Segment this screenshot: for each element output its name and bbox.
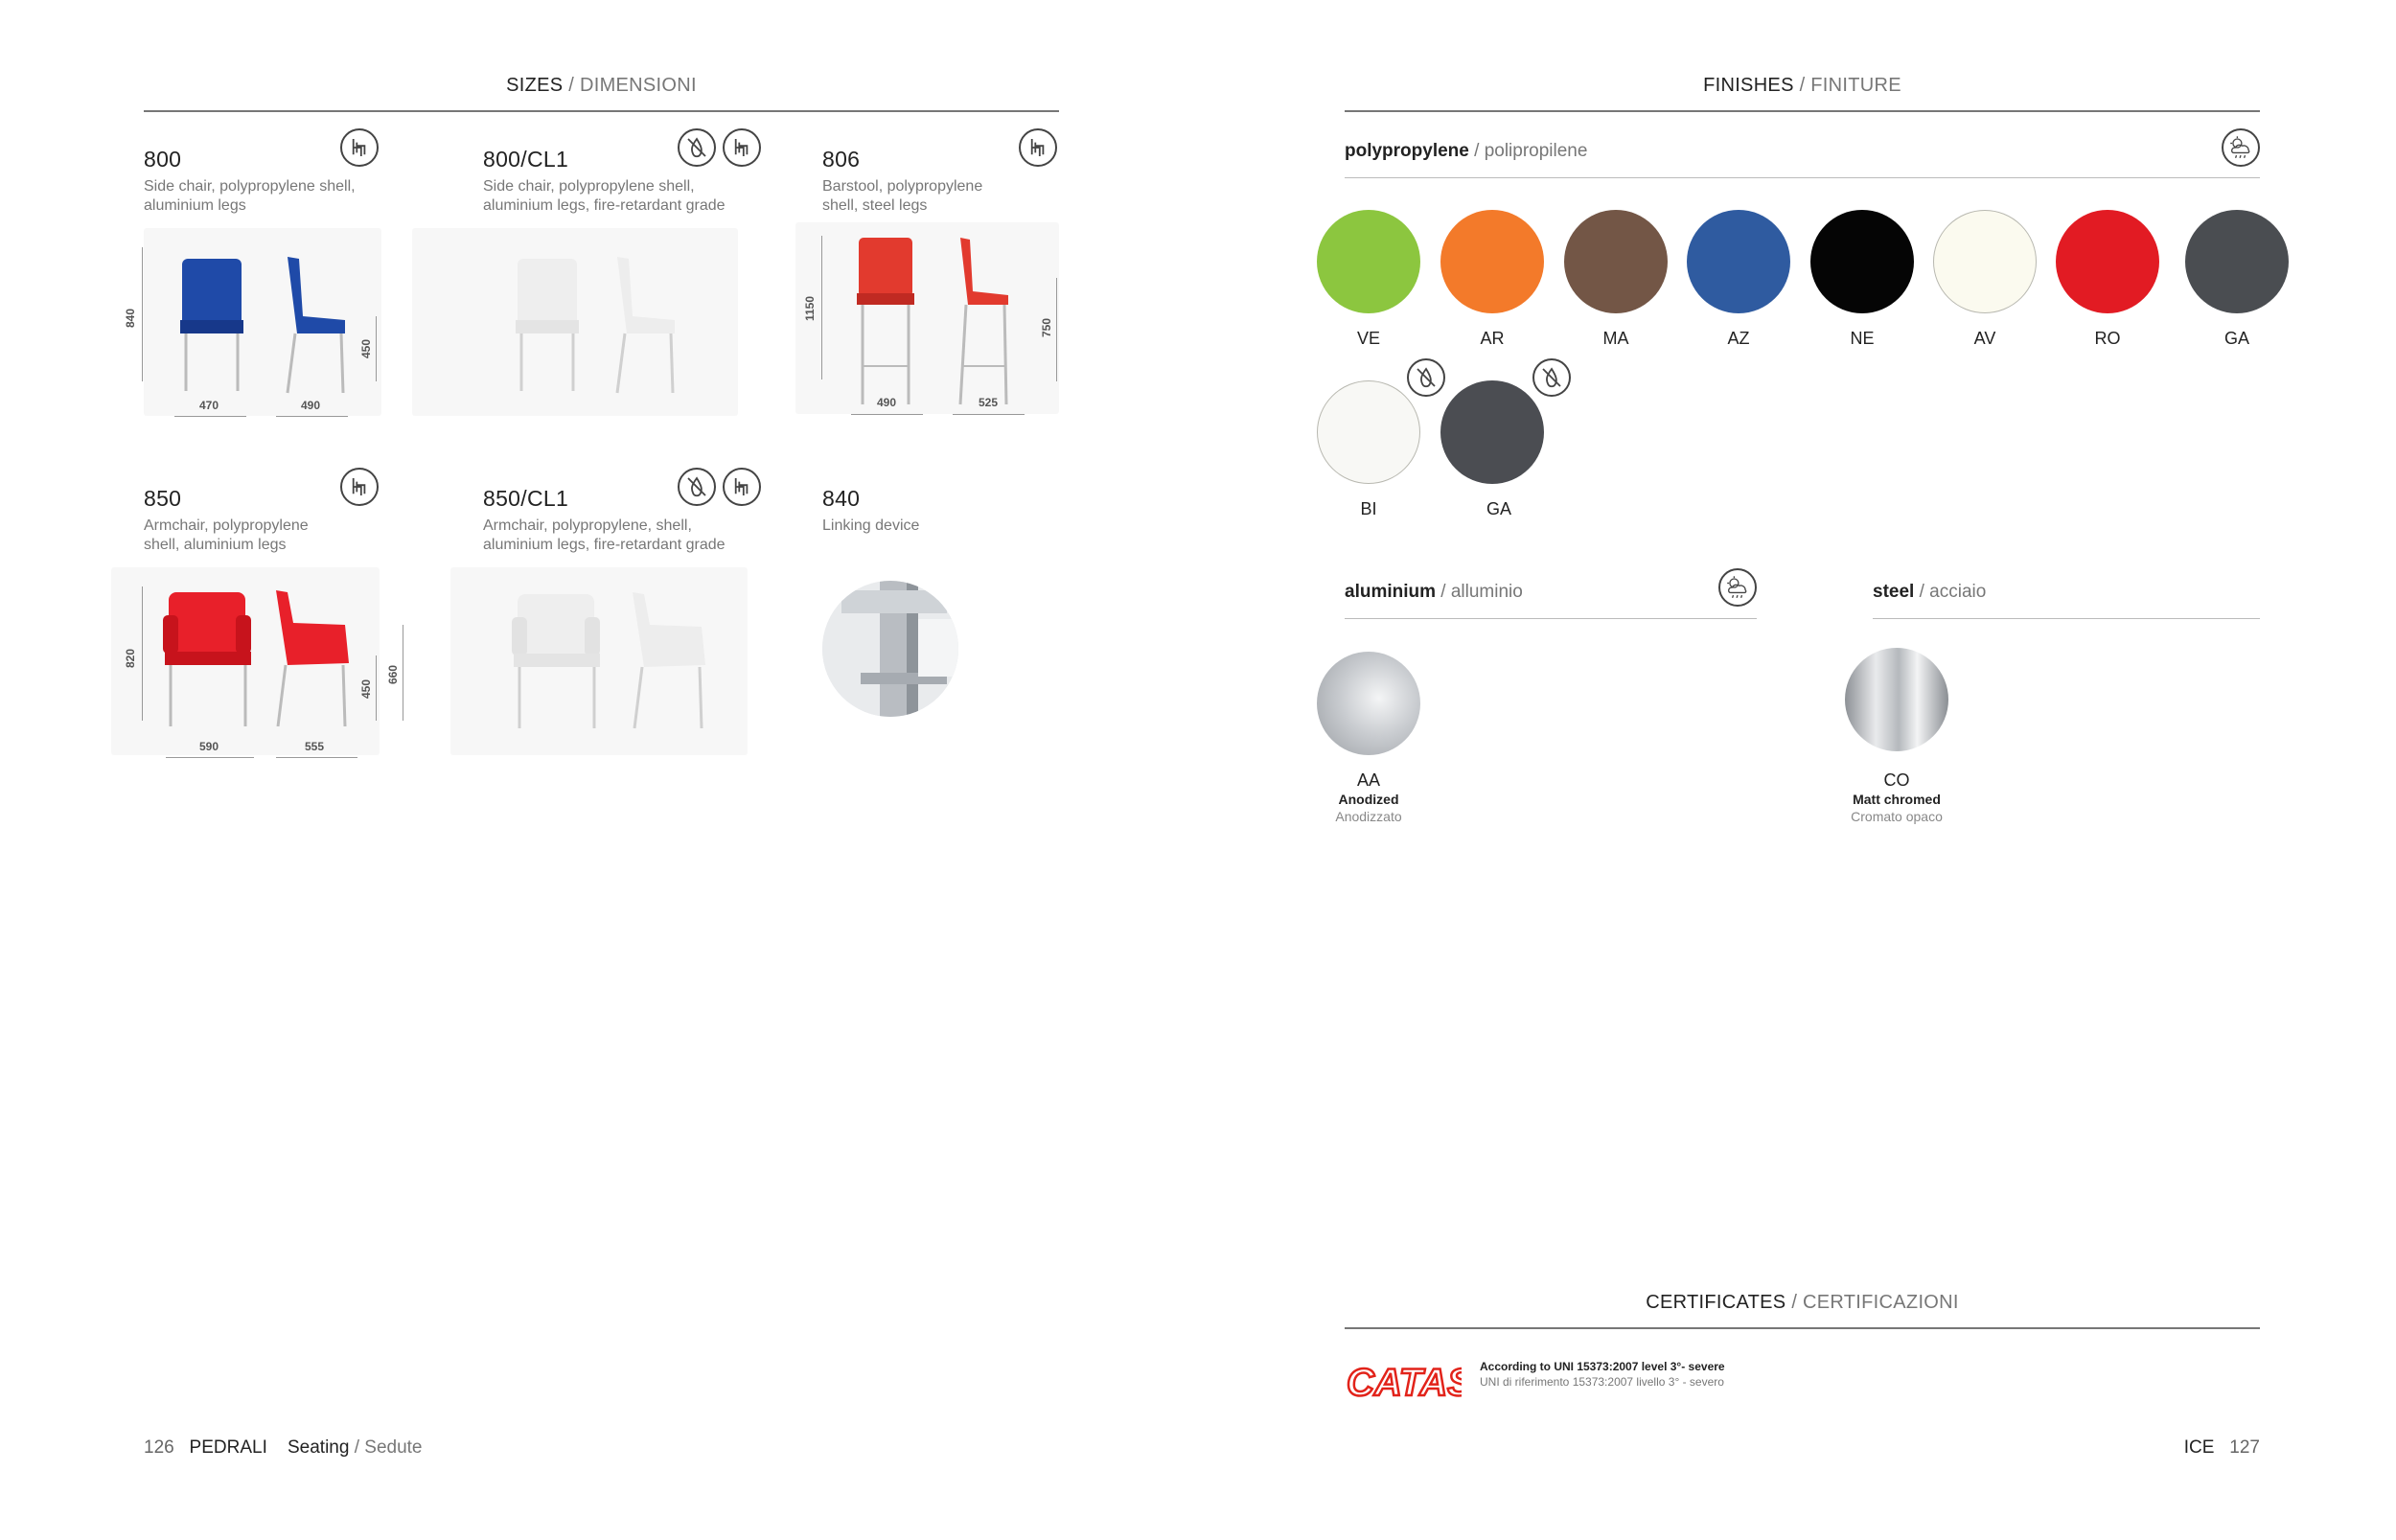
product-photo-806 bbox=[795, 222, 1059, 414]
product-description: Armchair, polypropylene, shell, aluminium legs, fire-retardant grade bbox=[483, 517, 726, 553]
seat-height-dimension: 450 bbox=[359, 678, 374, 700]
svg-text:CATAS: CATAS bbox=[1347, 1362, 1462, 1401]
swatch-ma[interactable] bbox=[1564, 210, 1668, 313]
swatch-av[interactable] bbox=[1933, 210, 2037, 313]
fire-retardant-icon bbox=[678, 468, 716, 506]
certificate-text: According to UNI 15373:2007 level 3°- severe UNI di riferimento 15373:2007 livello 3° - severo bbox=[1480, 1360, 1725, 1389]
swatch-label: VE bbox=[1356, 329, 1380, 348]
product-code: 850 bbox=[144, 486, 182, 511]
depth-dimension: 490 bbox=[301, 399, 321, 412]
swatch-ar[interactable] bbox=[1440, 210, 1544, 313]
finish-name-it: Cromato opaco bbox=[1851, 809, 1943, 824]
swatch-label: AV bbox=[1973, 329, 1996, 348]
finish-name: Matt chromed bbox=[1853, 792, 1941, 807]
swatch-label: AR bbox=[1480, 329, 1505, 348]
certificates-title: CERTIFICATES / CERTIFICAZIONI bbox=[1646, 1292, 1959, 1313]
product-description: Linking device bbox=[822, 517, 920, 534]
product-code: 806 bbox=[822, 147, 861, 172]
product-code: 800 bbox=[144, 147, 182, 172]
certificates-rule bbox=[1345, 1327, 2260, 1329]
finishes-rule bbox=[1345, 110, 2260, 112]
product-description: Side chair, polypropylene shell, aluminium legs bbox=[144, 178, 356, 214]
arm-height-dimension: 660 bbox=[386, 664, 401, 685]
left-footer: 126 PEDRALI Seating / Sedute bbox=[144, 1437, 423, 1458]
width-dimension: 470 bbox=[199, 399, 219, 412]
product-photo-800 bbox=[144, 228, 381, 416]
swatch-co[interactable] bbox=[1845, 648, 1948, 751]
swatch-label: CO bbox=[1883, 770, 1910, 790]
product-description: Side chair, polypropylene shell, aluminium legs, fire-retardant grade bbox=[483, 178, 726, 214]
swatch-az[interactable] bbox=[1687, 210, 1790, 313]
swatch-label: NE bbox=[1850, 329, 1875, 348]
product-description: Armchair, polypropylene shell, aluminium legs bbox=[144, 517, 309, 553]
swatch-label: BI bbox=[1360, 499, 1377, 518]
height-dimension: 840 bbox=[124, 308, 138, 329]
stackable-icon bbox=[340, 128, 379, 167]
swatch-label: AA bbox=[1356, 770, 1380, 790]
linking-device-photo bbox=[822, 581, 958, 717]
swatch-label: RO bbox=[2094, 329, 2121, 348]
stackable-icon bbox=[723, 128, 761, 167]
width-dimension: 490 bbox=[877, 396, 897, 409]
width-dimension: 590 bbox=[199, 740, 219, 753]
catas-logo bbox=[1345, 1359, 1462, 1401]
product-code: 800/CL1 bbox=[483, 147, 569, 172]
product-name: ICE bbox=[2183, 1437, 2215, 1458]
stackable-icon bbox=[723, 468, 761, 506]
depth-dimension: 525 bbox=[979, 396, 999, 409]
fire-retardant-icon bbox=[1532, 358, 1571, 397]
finishes-title: FINISHES / FINITURE bbox=[1703, 75, 1901, 96]
swatch-bi[interactable] bbox=[1317, 380, 1420, 484]
swatch-label: GA bbox=[1486, 499, 1511, 518]
seat-height-dimension: 450 bbox=[359, 338, 374, 359]
swatch-ro[interactable] bbox=[2056, 210, 2159, 313]
swatch-ne[interactable] bbox=[1810, 210, 1914, 313]
outdoor-icon bbox=[2222, 128, 2260, 167]
swatch-ga-fire[interactable] bbox=[1440, 380, 1544, 484]
fire-retardant-icon bbox=[1407, 358, 1445, 397]
swatch-label: AZ bbox=[1727, 329, 1750, 348]
stackable-icon bbox=[340, 468, 379, 506]
height-dimension: 1150 bbox=[803, 295, 818, 322]
polypropylene-title: polypropylene / polipropilene bbox=[1345, 141, 1588, 161]
steel-title: steel / acciaio bbox=[1873, 582, 1987, 602]
product-description: Barstool, polypropylene shell, steel legs bbox=[822, 178, 983, 214]
swatch-label: GA bbox=[2223, 329, 2249, 348]
product-code: 850/CL1 bbox=[483, 486, 569, 511]
sizes-title: SIZES / DIMENSIONI bbox=[506, 75, 697, 96]
stackable-icon bbox=[1019, 128, 1057, 167]
swatch-label: MA bbox=[1602, 329, 1629, 348]
outdoor-icon bbox=[1718, 568, 1757, 607]
product-photo-850 bbox=[111, 567, 380, 755]
finish-name-it: Anodizzato bbox=[1335, 809, 1402, 824]
seat-height-dimension: 750 bbox=[1040, 317, 1054, 338]
product-code: 840 bbox=[822, 486, 861, 511]
swatch-aa[interactable] bbox=[1317, 652, 1420, 755]
height-dimension: 820 bbox=[124, 648, 138, 669]
finish-name: Anodized bbox=[1338, 792, 1399, 807]
depth-dimension: 555 bbox=[305, 740, 325, 753]
sizes-rule bbox=[144, 110, 1059, 112]
swatch-ga[interactable] bbox=[2185, 210, 2289, 313]
aluminium-title: aluminium / alluminio bbox=[1345, 582, 1523, 602]
fire-retardant-icon bbox=[678, 128, 716, 167]
swatch-ve[interactable] bbox=[1317, 210, 1420, 313]
product-photo-850-cl1 bbox=[450, 567, 748, 755]
product-photo-800-cl1 bbox=[412, 228, 738, 416]
right-footer: ICE 127 bbox=[2183, 1437, 2260, 1458]
brand-name: PEDRALI bbox=[189, 1437, 267, 1458]
